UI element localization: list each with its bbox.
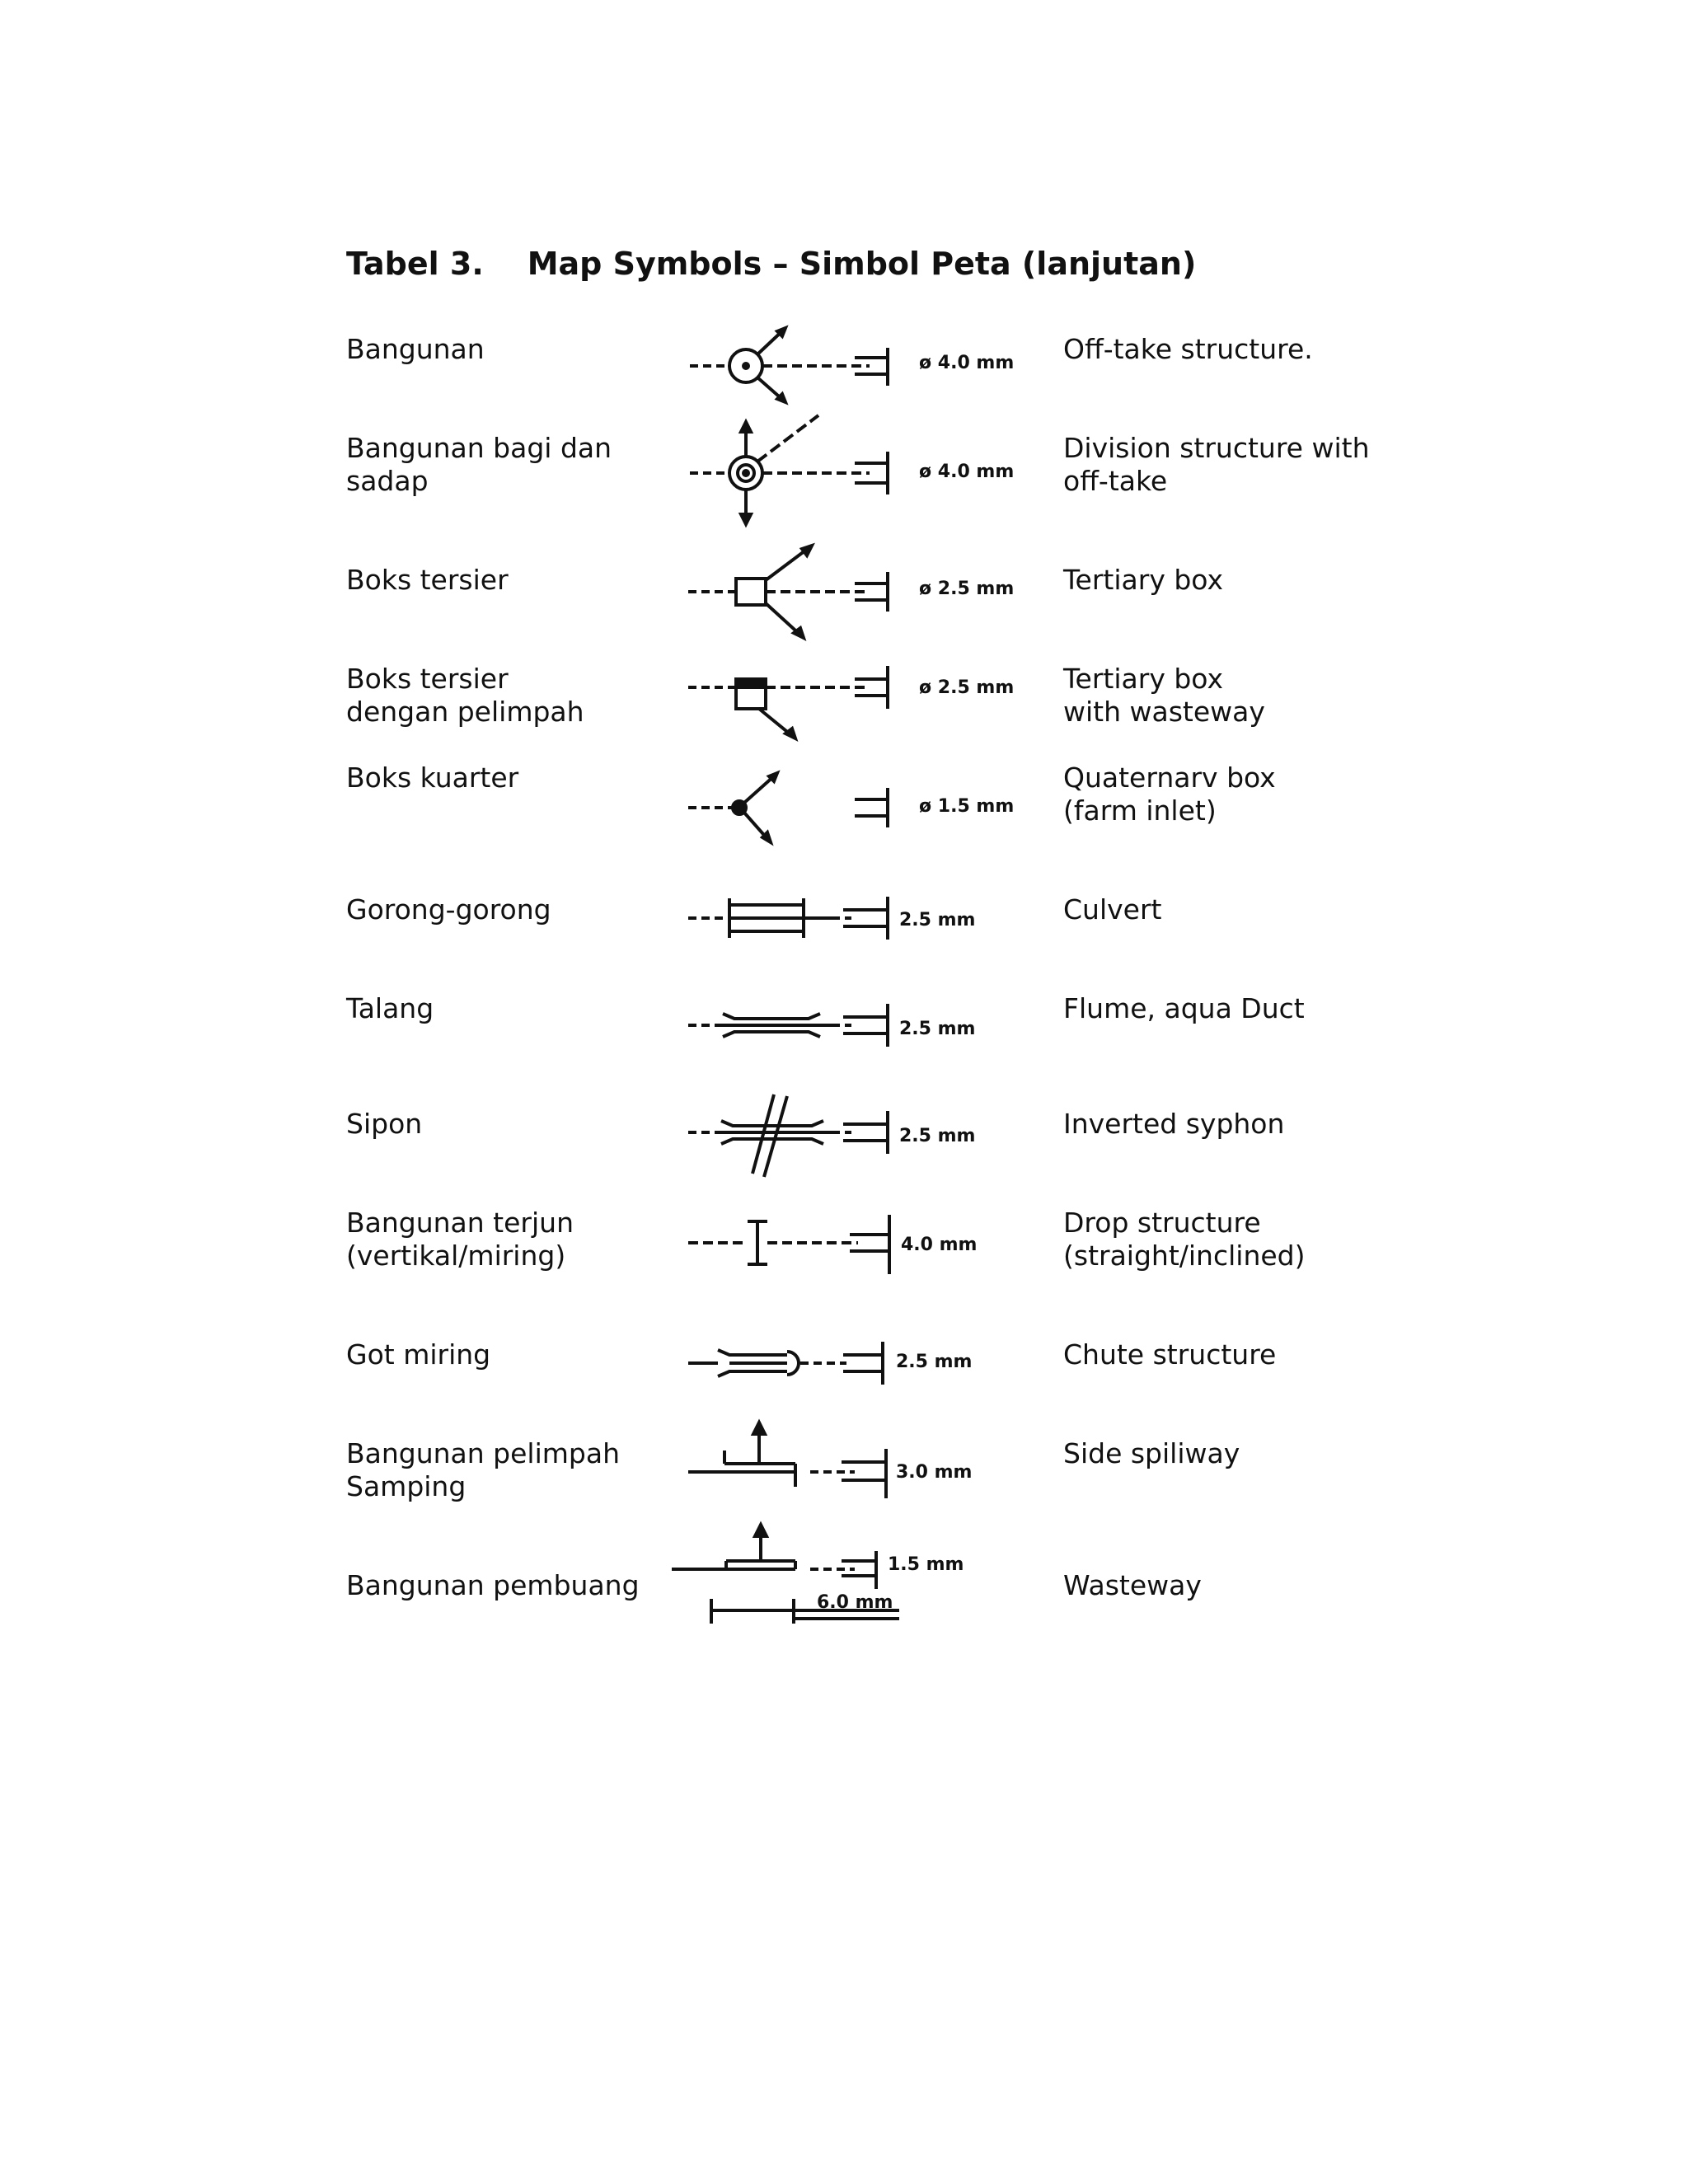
flume-symbol [672, 989, 1059, 1080]
table-row [0, 1338, 1688, 1429]
english-label: Wasteway [1063, 1569, 1202, 1601]
indonesian-label: Bangunan pelimpah Samping [346, 1437, 620, 1502]
dimension-label: ø 4.0 mm [919, 462, 1015, 482]
side-spillway-symbol [672, 1419, 1059, 1510]
dimension-label: ø 4.0 mm [919, 353, 1015, 373]
indonesian-label: Talang [346, 992, 434, 1024]
dimension-label: 3.0 mm [896, 1462, 973, 1483]
table-row [0, 663, 1688, 753]
english-label: Side spiliway [1063, 1437, 1240, 1469]
english-label: Chute structure [1063, 1338, 1277, 1371]
table-row [0, 893, 1688, 984]
tertiary-box-wasteway-symbol [672, 659, 1059, 750]
indonesian-label: Gorong-gorong [346, 893, 551, 926]
tertiary-box-symbol [672, 539, 1059, 630]
dimension-label: 2.5 mm [899, 1019, 976, 1039]
quaternary-box-symbol [672, 770, 1059, 860]
table-row [0, 1108, 1688, 1198]
indonesian-label: Bangunan bagi dan sadap [346, 432, 612, 497]
indonesian-label: Bangunan [346, 333, 485, 365]
table-row [0, 1554, 1688, 1660]
table-title: Tabel 3. Map Symbols – Simbol Peta (lanjutan) [346, 246, 1197, 282]
table-row [0, 992, 1688, 1083]
english-label: Flume, aqua Duct [1063, 992, 1305, 1024]
culvert-symbol [672, 880, 1059, 971]
english-label: Inverted syphon [1063, 1108, 1285, 1140]
english-label: Culvert [1063, 893, 1162, 926]
offtake-structure-symbol [672, 323, 1059, 414]
indonesian-label: Boks tersier [346, 564, 509, 596]
dimension-label: 2.5 mm [899, 1126, 976, 1146]
indonesian-label: Boks tersier dengan pelimpah [346, 663, 584, 728]
english-label: Tertiary box with wasteway [1063, 663, 1265, 728]
english-label: Division structure with off-take [1063, 432, 1370, 497]
dimension-label: ø 1.5 mm [919, 796, 1015, 817]
table-row [0, 762, 1688, 852]
english-label: Drop structure (straight/inclined) [1063, 1207, 1306, 1272]
indonesian-label: Got miring [346, 1338, 491, 1371]
inverted-syphon-symbol [672, 1091, 1059, 1182]
english-label: Tertiary box [1063, 564, 1223, 596]
dimension-label: ø 2.5 mm [919, 677, 1015, 698]
dimension-length-label: 6.0 mm [817, 1592, 893, 1613]
english-label: Quaternarv box (farm inlet) [1063, 762, 1276, 827]
chute-structure-symbol [672, 1327, 1059, 1418]
table-row [0, 432, 1688, 523]
dimension-label: 1.5 mm [888, 1554, 964, 1575]
wasteway-symbol [672, 1521, 1059, 1645]
indonesian-label: Sipon [346, 1108, 423, 1140]
table-row [0, 333, 1688, 424]
table-row [0, 564, 1688, 654]
dimension-label: ø 2.5 mm [919, 579, 1015, 599]
table-row [0, 1437, 1688, 1528]
drop-structure-symbol [672, 1202, 1059, 1292]
english-label: Off-take structure. [1063, 333, 1313, 365]
dimension-label: 2.5 mm [899, 910, 976, 930]
table-row [0, 1207, 1688, 1297]
indonesian-label: Bangunan terjun (vertikal/miring) [346, 1207, 574, 1272]
indonesian-label: Bangunan pembuang [346, 1569, 640, 1601]
division-structure-symbol [672, 415, 1059, 506]
dimension-label: 2.5 mm [896, 1352, 973, 1372]
dimension-label: 4.0 mm [901, 1235, 978, 1255]
indonesian-label: Boks kuarter [346, 762, 519, 794]
